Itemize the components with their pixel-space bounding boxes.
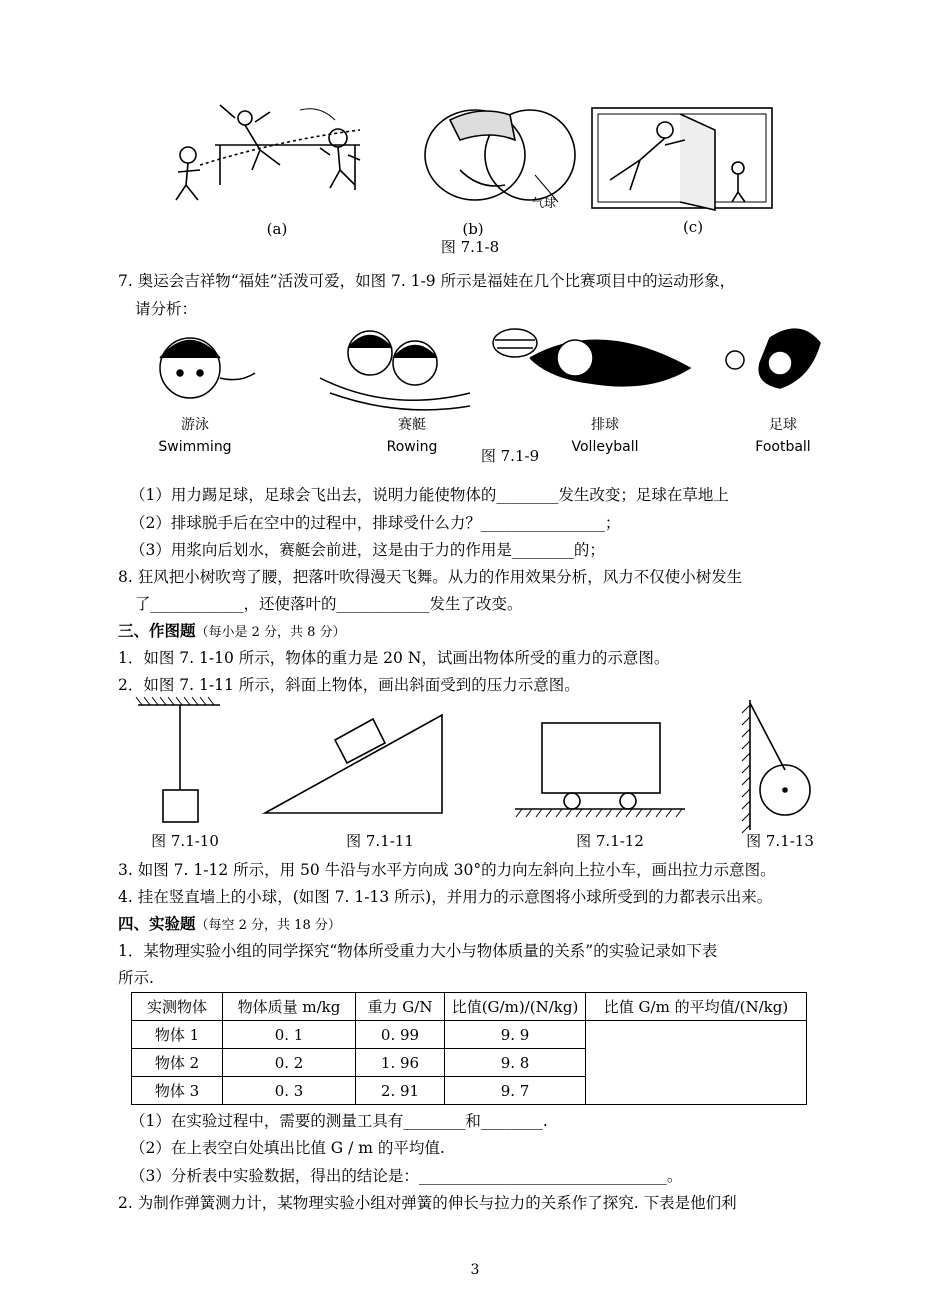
- table-cell: 物体 3: [132, 1077, 223, 1105]
- mascot-swimming: [160, 338, 255, 398]
- table-cell: 9. 8: [445, 1049, 586, 1077]
- table-header: 比值(G/m)/(N/kg): [445, 993, 586, 1021]
- table-cell: 物体 1: [132, 1021, 223, 1049]
- figure-7-1-8-images: [160, 100, 800, 235]
- q8-line1: 8. 狂风把小树吹弯了腰，把落叶吹得漫天飞舞。从力的作用效果分析，风力不仅使小树发生: [118, 568, 743, 586]
- cart-drawing: [515, 723, 685, 817]
- section3-q3: 3. 如图 7. 1-12 所示，用 50 牛沿与水平方向成 30°的力向左斜向上拉小车，画出拉力示意图。: [118, 861, 776, 879]
- table-cell: 0. 2: [223, 1049, 356, 1077]
- figure-7-1-8-sub-b: (b): [462, 220, 484, 238]
- figure-7-1-9-caption: 图 7.1-9: [480, 447, 540, 465]
- door-push-drawing: [592, 108, 772, 210]
- hanging-block-drawing: [136, 697, 220, 822]
- q7-sub2: （2）排球脱手后在空中的过程中，排球受什么力？________________；: [130, 514, 621, 532]
- section4-q1-line2: 所示.: [118, 969, 154, 987]
- figure-7-1-11-caption: 图 7.1-11: [346, 832, 414, 850]
- section4-sub2: （2）在上表空白处填出比值 G / m 的平均值.: [130, 1139, 445, 1157]
- table-header-row: [132, 993, 807, 1021]
- section4-q1-line1: 1．某物理实验小组的同学探究“物体所受重力大小与物体质量的关系”的实验记录如下表: [118, 942, 718, 960]
- table-header: 重力 G/N: [356, 993, 445, 1021]
- soccer-goal-drawing: [176, 105, 360, 200]
- section3-q1: 1．如图 7. 1-10 所示，物体的重力是 20 N，试画出物体所受的重力的示意图。: [118, 649, 670, 667]
- section4-note: （每空 2 分，共 18 分）: [195, 918, 341, 933]
- table-cell: 2. 91: [356, 1077, 445, 1105]
- table-cell: 0. 1: [223, 1021, 356, 1049]
- figure-7-1-10-caption: 图 7.1-10: [151, 832, 219, 850]
- mascot-football-en: Football: [755, 439, 811, 455]
- mascot-rowing-en: Rowing: [386, 439, 438, 455]
- q7-sub1: （1）用力踢足球，足球会飞出去，说明力能使物体的________发生改变；足球在草地上: [130, 486, 729, 504]
- q7-line1: 7. 奥运会吉祥物“福娃”活泼可爱，如图 7. 1-9 所示是福娃在几个比赛项目中的运动形象，: [118, 272, 736, 290]
- mascot-football: [726, 329, 820, 388]
- section3-q4: 4. 挂在竖直墙上的小球，(如图 7. 1-13 所示)，并用力的示意图将小球所受到的力都表示出来。: [118, 888, 773, 906]
- section3-title: 三、作图题: [118, 621, 196, 640]
- mascot-football-cn: 足球: [769, 417, 797, 433]
- table-header: 比值 G/m 的平均值/(N/kg): [586, 993, 807, 1021]
- figures-7-1-10-to-13: [130, 695, 830, 835]
- table-cell: 0. 99: [356, 1021, 445, 1049]
- figure-7-1-8-sub-c: (c): [682, 218, 704, 236]
- mascot-rowing: [320, 331, 470, 410]
- section4-title: 四、实验题: [118, 914, 196, 933]
- figure-7-1-13-caption: 图 7.1-13: [746, 832, 814, 850]
- mascot-swimming-en: Swimming: [158, 439, 232, 455]
- figure-7-1-8-sub-a: (a): [266, 220, 288, 238]
- section3-heading: [118, 620, 346, 644]
- page-number: 3: [470, 1262, 480, 1278]
- section3-note: （每小是 2 分，共 8 分）: [195, 625, 346, 640]
- mascot-volleyball-cn: 排球: [591, 417, 619, 433]
- figure-7-1-12-caption: 图 7.1-12: [576, 832, 644, 850]
- table-cell: 1. 96: [356, 1049, 445, 1077]
- mascot-volleyball-en: Volleyball: [571, 439, 639, 455]
- table-header: 实测物体: [132, 993, 223, 1021]
- table-cell: 9. 9: [445, 1021, 586, 1049]
- q7-sub3: （3）用浆向后划水，赛艇会前进，这是由于力的作用是________的；: [130, 541, 605, 559]
- section4-q2-line1: 2. 为制作弹簧测力计，某物理实验小组对弹簧的伸长与拉力的关系作了探究. 下表是他们利: [118, 1194, 737, 1212]
- balloon-label: 气球: [531, 196, 556, 210]
- mascot-swimming-cn: 游泳: [181, 417, 209, 433]
- section4-heading: [118, 913, 341, 937]
- section4-sub3: （3）分析表中实验数据，得出的结论是：________________________________。: [130, 1167, 683, 1185]
- table-header: 物体质量 m/kg: [223, 993, 356, 1021]
- table-cell: 物体 2: [132, 1049, 223, 1077]
- table-row: [132, 1021, 807, 1049]
- q8-line2: 了____________，还使落叶的____________发生了改变。: [135, 595, 523, 613]
- table-cell: 9. 7: [445, 1077, 586, 1105]
- average-blank-cell[interactable]: [586, 1021, 807, 1105]
- q7-line2: 请分析：: [135, 300, 198, 318]
- mascot-rowing-cn: 赛艇: [398, 417, 426, 433]
- mascot-volleyball: [493, 329, 690, 386]
- table-cell: 0. 3: [223, 1077, 356, 1105]
- incline-block-drawing: [265, 715, 442, 813]
- experiment-table: [131, 992, 807, 1105]
- section3-q2: 2．如图 7. 1-11 所示，斜面上物体，画出斜面受到的压力示意图。: [118, 676, 580, 694]
- balloon-hand-drawing: [425, 110, 575, 202]
- figure-7-1-9-mascots: [130, 318, 830, 418]
- wall-ball-drawing: [742, 700, 810, 833]
- figure-7-1-8-caption: 图 7.1-8: [440, 238, 500, 256]
- section4-sub1: （1）在实验过程中，需要的测量工具有________和________.: [130, 1112, 548, 1130]
